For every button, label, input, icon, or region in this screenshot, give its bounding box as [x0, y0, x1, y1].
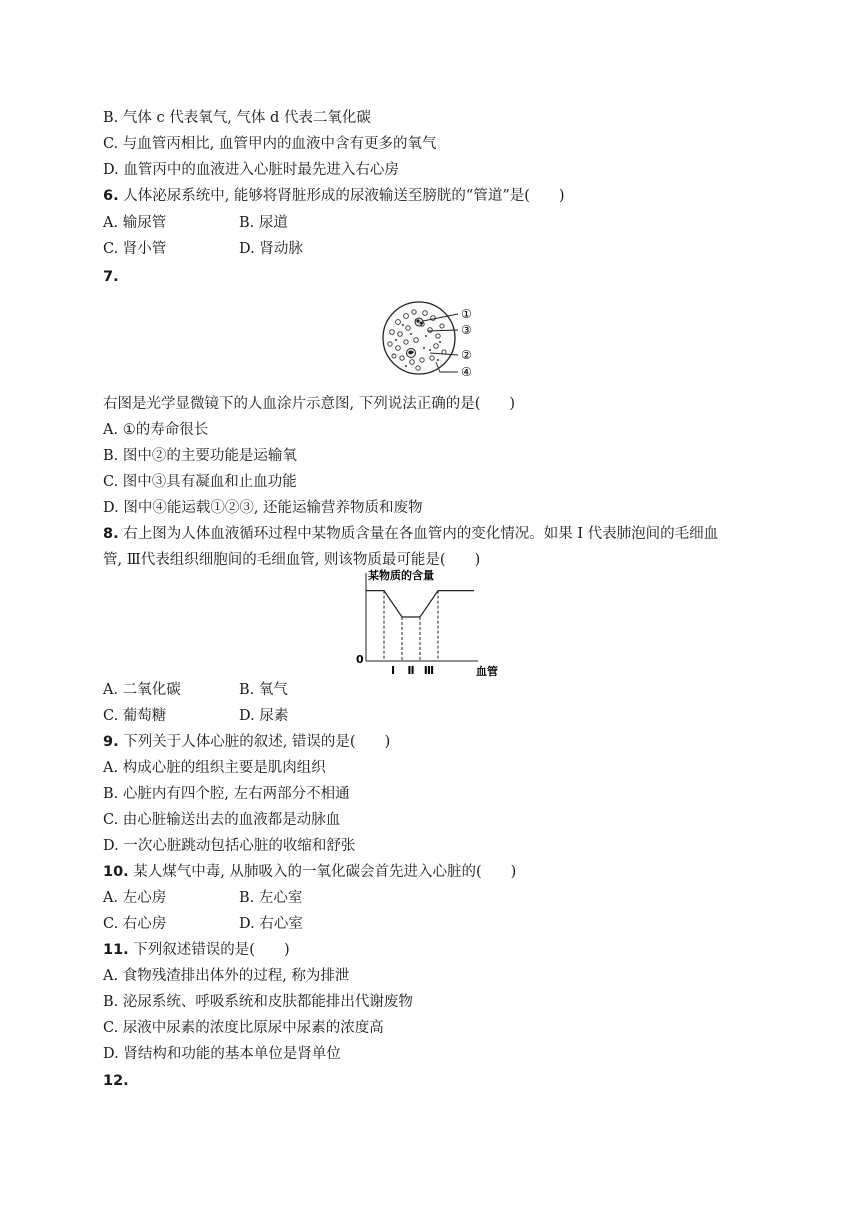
q7-option-c: C. 图中③具有凝血和止血功能 — [103, 474, 297, 490]
q10-option-d: D. 右心室 — [239, 916, 303, 932]
label-3: ③ — [461, 323, 472, 337]
q7-stem: 右图是光学显微镜下的人血涂片示意图, 下列说法正确的是( ) — [103, 396, 516, 412]
q8-stem-line1 — [103, 524, 718, 544]
substance-content-chart — [350, 567, 510, 679]
q11-stem-line — [103, 940, 290, 960]
chart-x-label: 血管 — [476, 665, 498, 678]
blood-smear-figure — [378, 300, 488, 382]
q9-stem-line — [103, 732, 390, 752]
series-line — [366, 591, 474, 617]
q10-option-c: C. 右心房 — [103, 916, 167, 932]
q6-number: 6. — [103, 188, 119, 204]
label-4: ④ — [461, 365, 472, 379]
label-2: ② — [461, 348, 472, 362]
q11-option-a: A. 食物残渣排出体外的过程, 称为排泄 — [103, 968, 350, 984]
q8-option-c: C. 葡萄糖 — [103, 708, 167, 724]
q6-stem: 人体泌尿系统中, 能够将肾脏形成的尿液输送至膀胱的“管道”是( ) — [123, 188, 565, 204]
q8-option-b: B. 氧气 — [239, 682, 288, 698]
q9-option-b: B. 心脏内有四个腔, 左右两部分不相通 — [103, 786, 350, 802]
smear-field-circle — [383, 302, 455, 374]
chart-marks — [366, 591, 474, 677]
q9-option-c: C. 由心脏输送出去的血液都是动脉血 — [103, 812, 341, 828]
q7-number-line — [103, 267, 119, 287]
q6-options-row2 — [103, 239, 503, 259]
q12-number: 12. — [103, 1073, 129, 1089]
q7-option-d: D. 图中④能运载①②③, 还能运输营养物质和废物 — [103, 500, 423, 516]
q10-option-b: B. 左心室 — [239, 890, 303, 906]
q9-number: 9. — [103, 734, 119, 750]
q6-option-a: A. 输尿管 — [103, 215, 167, 231]
q5-option-c: C. 与血管丙相比, 血管甲内的血液中含有更多的氧气 — [103, 136, 437, 152]
x-tick-label: Ⅲ — [423, 664, 435, 677]
q10-stem-line — [103, 862, 516, 882]
x-tick-label: Ⅱ — [407, 664, 415, 677]
q8-stem-1: 右上图为人体血液循环过程中某物质含量在各血管内的变化情况。如果 Ⅰ 代表肺泡间的毛细血 — [123, 526, 719, 542]
q8-option-a: A. 二氧化碳 — [103, 682, 181, 698]
q7-option-a: A. ①的寿命很长 — [103, 422, 209, 438]
q8-options-row1 — [103, 680, 503, 700]
q10-stem: 某人煤气中毒, 从肺吸入的一氧化碳会首先进入心脏的( ) — [133, 864, 517, 880]
q5-option-d: D. 血管丙中的血液进入心脏时最先进入右心房 — [103, 162, 399, 178]
q6-option-b: B. 尿道 — [239, 215, 288, 231]
q10-option-a: A. 左心房 — [103, 890, 167, 906]
q12-number-line — [103, 1071, 129, 1091]
q6-options-row1 — [103, 213, 503, 233]
q8-options-row2 — [103, 706, 503, 726]
chart-origin-label: 0 — [356, 653, 364, 666]
q6-option-d: D. 肾动脉 — [239, 241, 303, 257]
q9-option-a: A. 构成心脏的组织主要是肌肉组织 — [103, 760, 326, 776]
q11-stem: 下列叙述错误的是( ) — [133, 942, 290, 958]
q5-option-b: B. 气体 c 代表氧气, 气体 d 代表二氧化碳 — [103, 110, 371, 126]
chart-y-label: 某物质的含量 — [368, 569, 434, 582]
q11-number: 11. — [103, 942, 129, 958]
q9-option-d: D. 一次心脏跳动包括心脏的收缩和舒张 — [103, 838, 356, 854]
q7-option-b: B. 图中②的主要功能是运输氧 — [103, 448, 297, 464]
q10-number: 10. — [103, 864, 129, 880]
q6-stem-line — [103, 186, 565, 206]
q7-number: 7. — [103, 269, 119, 285]
label-1: ① — [461, 307, 472, 321]
q11-option-c: C. 尿液中尿素的浓度比原尿中尿素的浓度高 — [103, 1020, 384, 1036]
q11-option-b: B. 泌尿系统、呼吸系统和皮肤都能排出代谢废物 — [103, 994, 413, 1010]
q8-number: 8. — [103, 526, 119, 542]
q9-stem: 下列关于人体心脏的叙述, 错误的是( ) — [123, 734, 391, 750]
q10-options-row1 — [103, 888, 503, 908]
q8-stem-line2: 管, Ⅲ代表组织细胞间的毛细血管, 则该物质最可能是( ) — [103, 552, 481, 568]
q11-option-d: D. 肾结构和功能的基本单位是肾单位 — [103, 1046, 341, 1062]
q10-options-row2 — [103, 914, 503, 934]
x-tick-label: Ⅰ — [390, 664, 396, 677]
q8-option-d: D. 尿素 — [239, 708, 289, 724]
q6-option-c: C. 肾小管 — [103, 241, 167, 257]
